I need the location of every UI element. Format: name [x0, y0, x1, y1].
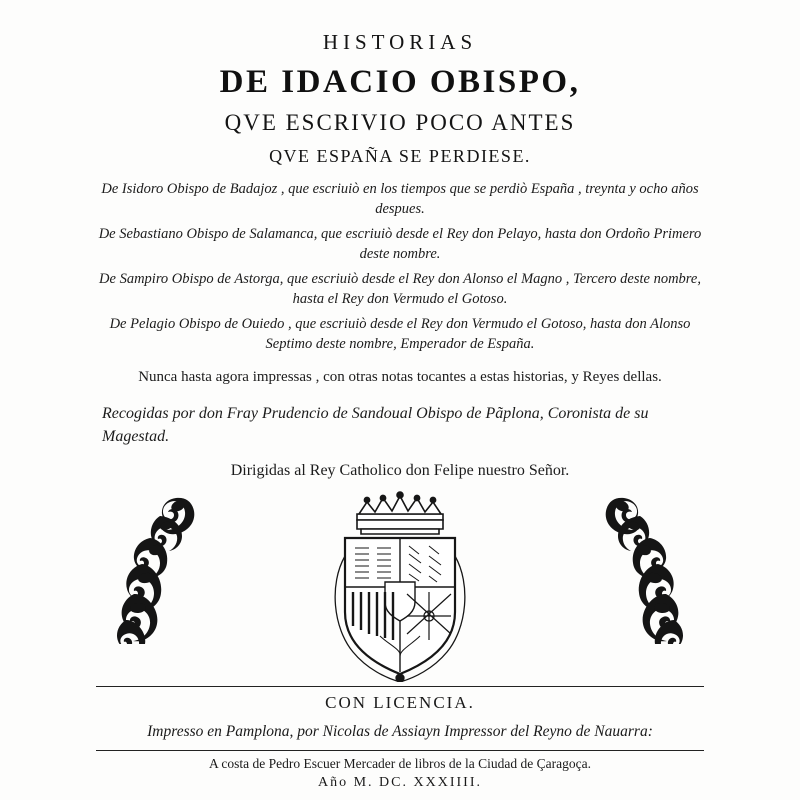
royal-coat-of-arms-icon [285, 486, 515, 682]
left-floral-ornament-icon [114, 494, 200, 644]
description-sampiro: De Sampiro Obispo de Astorga, que escriuiò desde el Rey don Alonso el Magno , Tercero deste nombre, hasta el Rey don Vermudo el Gotoso. [99, 271, 701, 307]
imprint-divider-top [96, 686, 704, 687]
description-pelagio: De Pelagio Obispo de Ouiedo , que escriuiò desde el Rey don Vermudo el Gotoso, hasta don Alonso Septimo deste nombre, Emperador de España. [109, 316, 691, 352]
title-line-3: QVE ESCRIVIO POCO ANTES [224, 110, 576, 135]
compiler-statement: Recogidas por don Fray Prudencio de Sandoual Obispo de Pãplona, Coronista de su Magestad. [102, 405, 649, 446]
title-line-4: QVE ESPAÑA SE PERDIESE. [269, 146, 531, 166]
publication-year: Año M. DC. XXXIIII. [318, 774, 482, 790]
right-floral-ornament-icon [600, 494, 686, 644]
description-isidoro: De Isidoro Obispo de Badajoz , que escriuiò en los tiempos que se perdiò España , treynta y ocho años despues. [101, 181, 699, 217]
title-line-1: HISTORIAS [322, 30, 478, 54]
publication-note: Nunca hasta agora impressas , con otras notas tocantes a estas historias, y Reyes dellas. [138, 369, 662, 385]
imprint-divider-bottom [96, 750, 704, 751]
dedication-statement: Dirigidas al Rey Catholico don Felipe nuestro Señor. [230, 462, 570, 480]
imprint-statement: Impresso en Pamplona, por Nicolas de Assiayn Impressor del Reyno de Nauarra: [147, 723, 653, 741]
emblem-row [96, 486, 704, 682]
title-line-2: DE IDACIO OBISPO, [219, 64, 581, 100]
description-sebastiano: De Sebastiano Obispo de Salamanca, que escriuiò desde el Rey don Pelayo, hasta don Ordoño Primero deste nombre. [98, 226, 702, 262]
licence-statement: CON LICENCIA. [325, 693, 475, 713]
bookseller-statement: A costa de Pedro Escuer Mercader de libros de la Ciudad de Çaragoça. [209, 755, 591, 771]
